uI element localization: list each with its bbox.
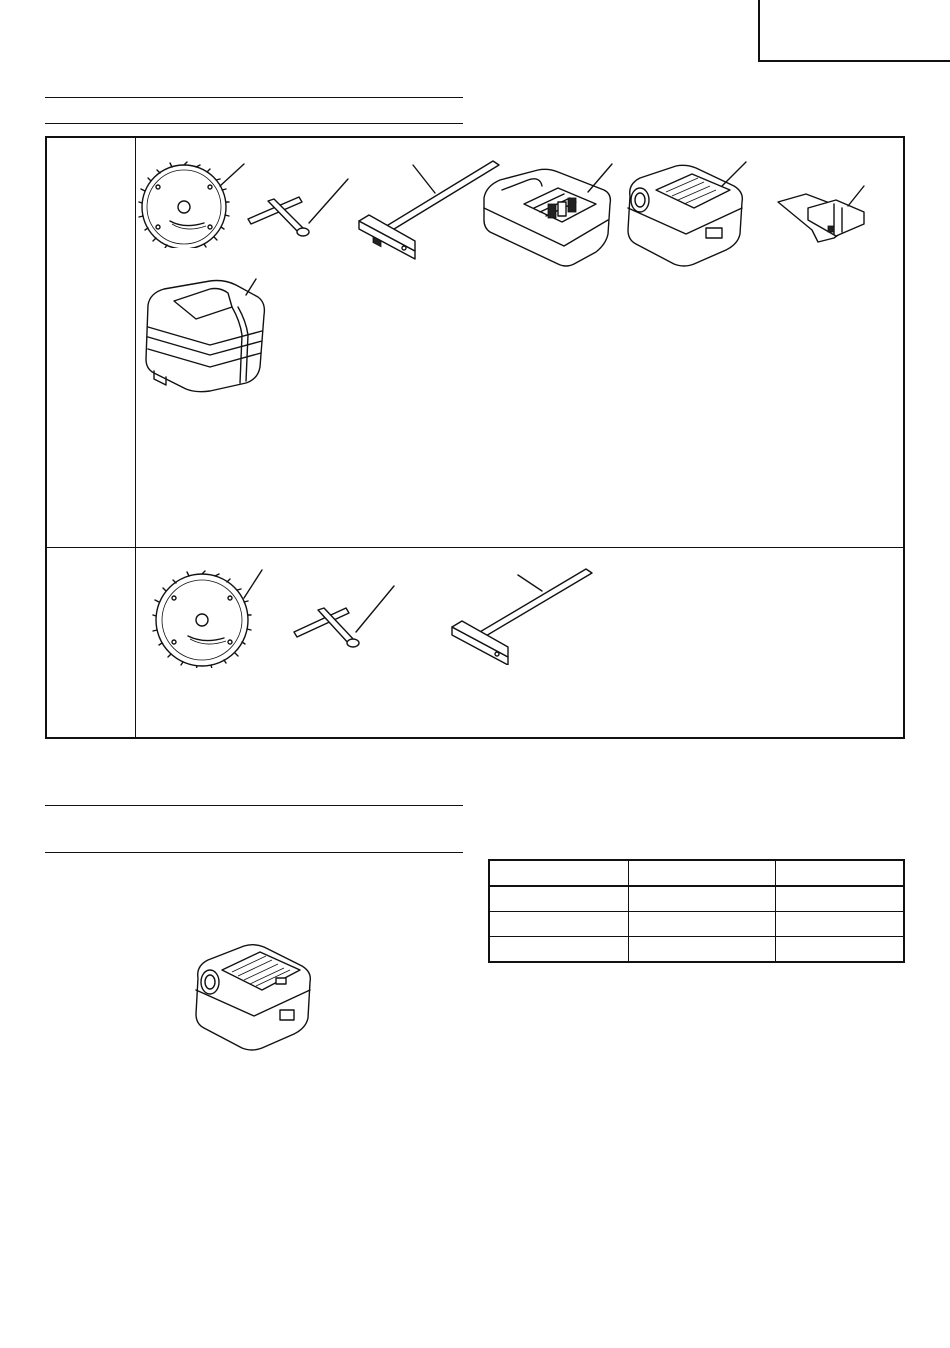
table-cell — [776, 860, 905, 886]
table-cell — [489, 912, 629, 937]
heading-rule-bottom — [45, 123, 463, 124]
table-row — [489, 912, 904, 937]
dust-guide-icon — [772, 180, 872, 250]
optional-rule-bottom — [45, 852, 463, 853]
saw-blade-icon-row2 — [152, 568, 267, 668]
table-cell — [629, 860, 776, 886]
optional-rule-top — [45, 805, 463, 806]
table-row — [489, 886, 904, 912]
table-cell — [629, 886, 776, 912]
battery-charger-icon — [478, 158, 623, 268]
table-cell — [776, 912, 905, 937]
table-cell — [629, 937, 776, 963]
box-wrench-icon — [244, 175, 352, 237]
saw-blade-icon — [134, 158, 249, 248]
table-cell — [489, 937, 629, 963]
table-cell — [776, 937, 905, 963]
heading-rule-top — [45, 97, 463, 98]
box-wrench-icon-row2 — [290, 580, 398, 650]
page-number-tab — [758, 0, 950, 62]
table-cell — [489, 860, 629, 886]
battery-icon — [622, 158, 752, 268]
carrying-case-icon — [140, 275, 270, 400]
table-row — [489, 937, 904, 963]
guide-fence-icon-row2 — [448, 565, 598, 665]
battery-icon-optional — [190, 938, 320, 1053]
row-divider — [47, 547, 903, 548]
table-cell — [776, 886, 905, 912]
table-cell — [629, 912, 776, 937]
table-row — [489, 860, 904, 886]
table-cell — [489, 886, 629, 912]
spec-table — [488, 859, 905, 963]
